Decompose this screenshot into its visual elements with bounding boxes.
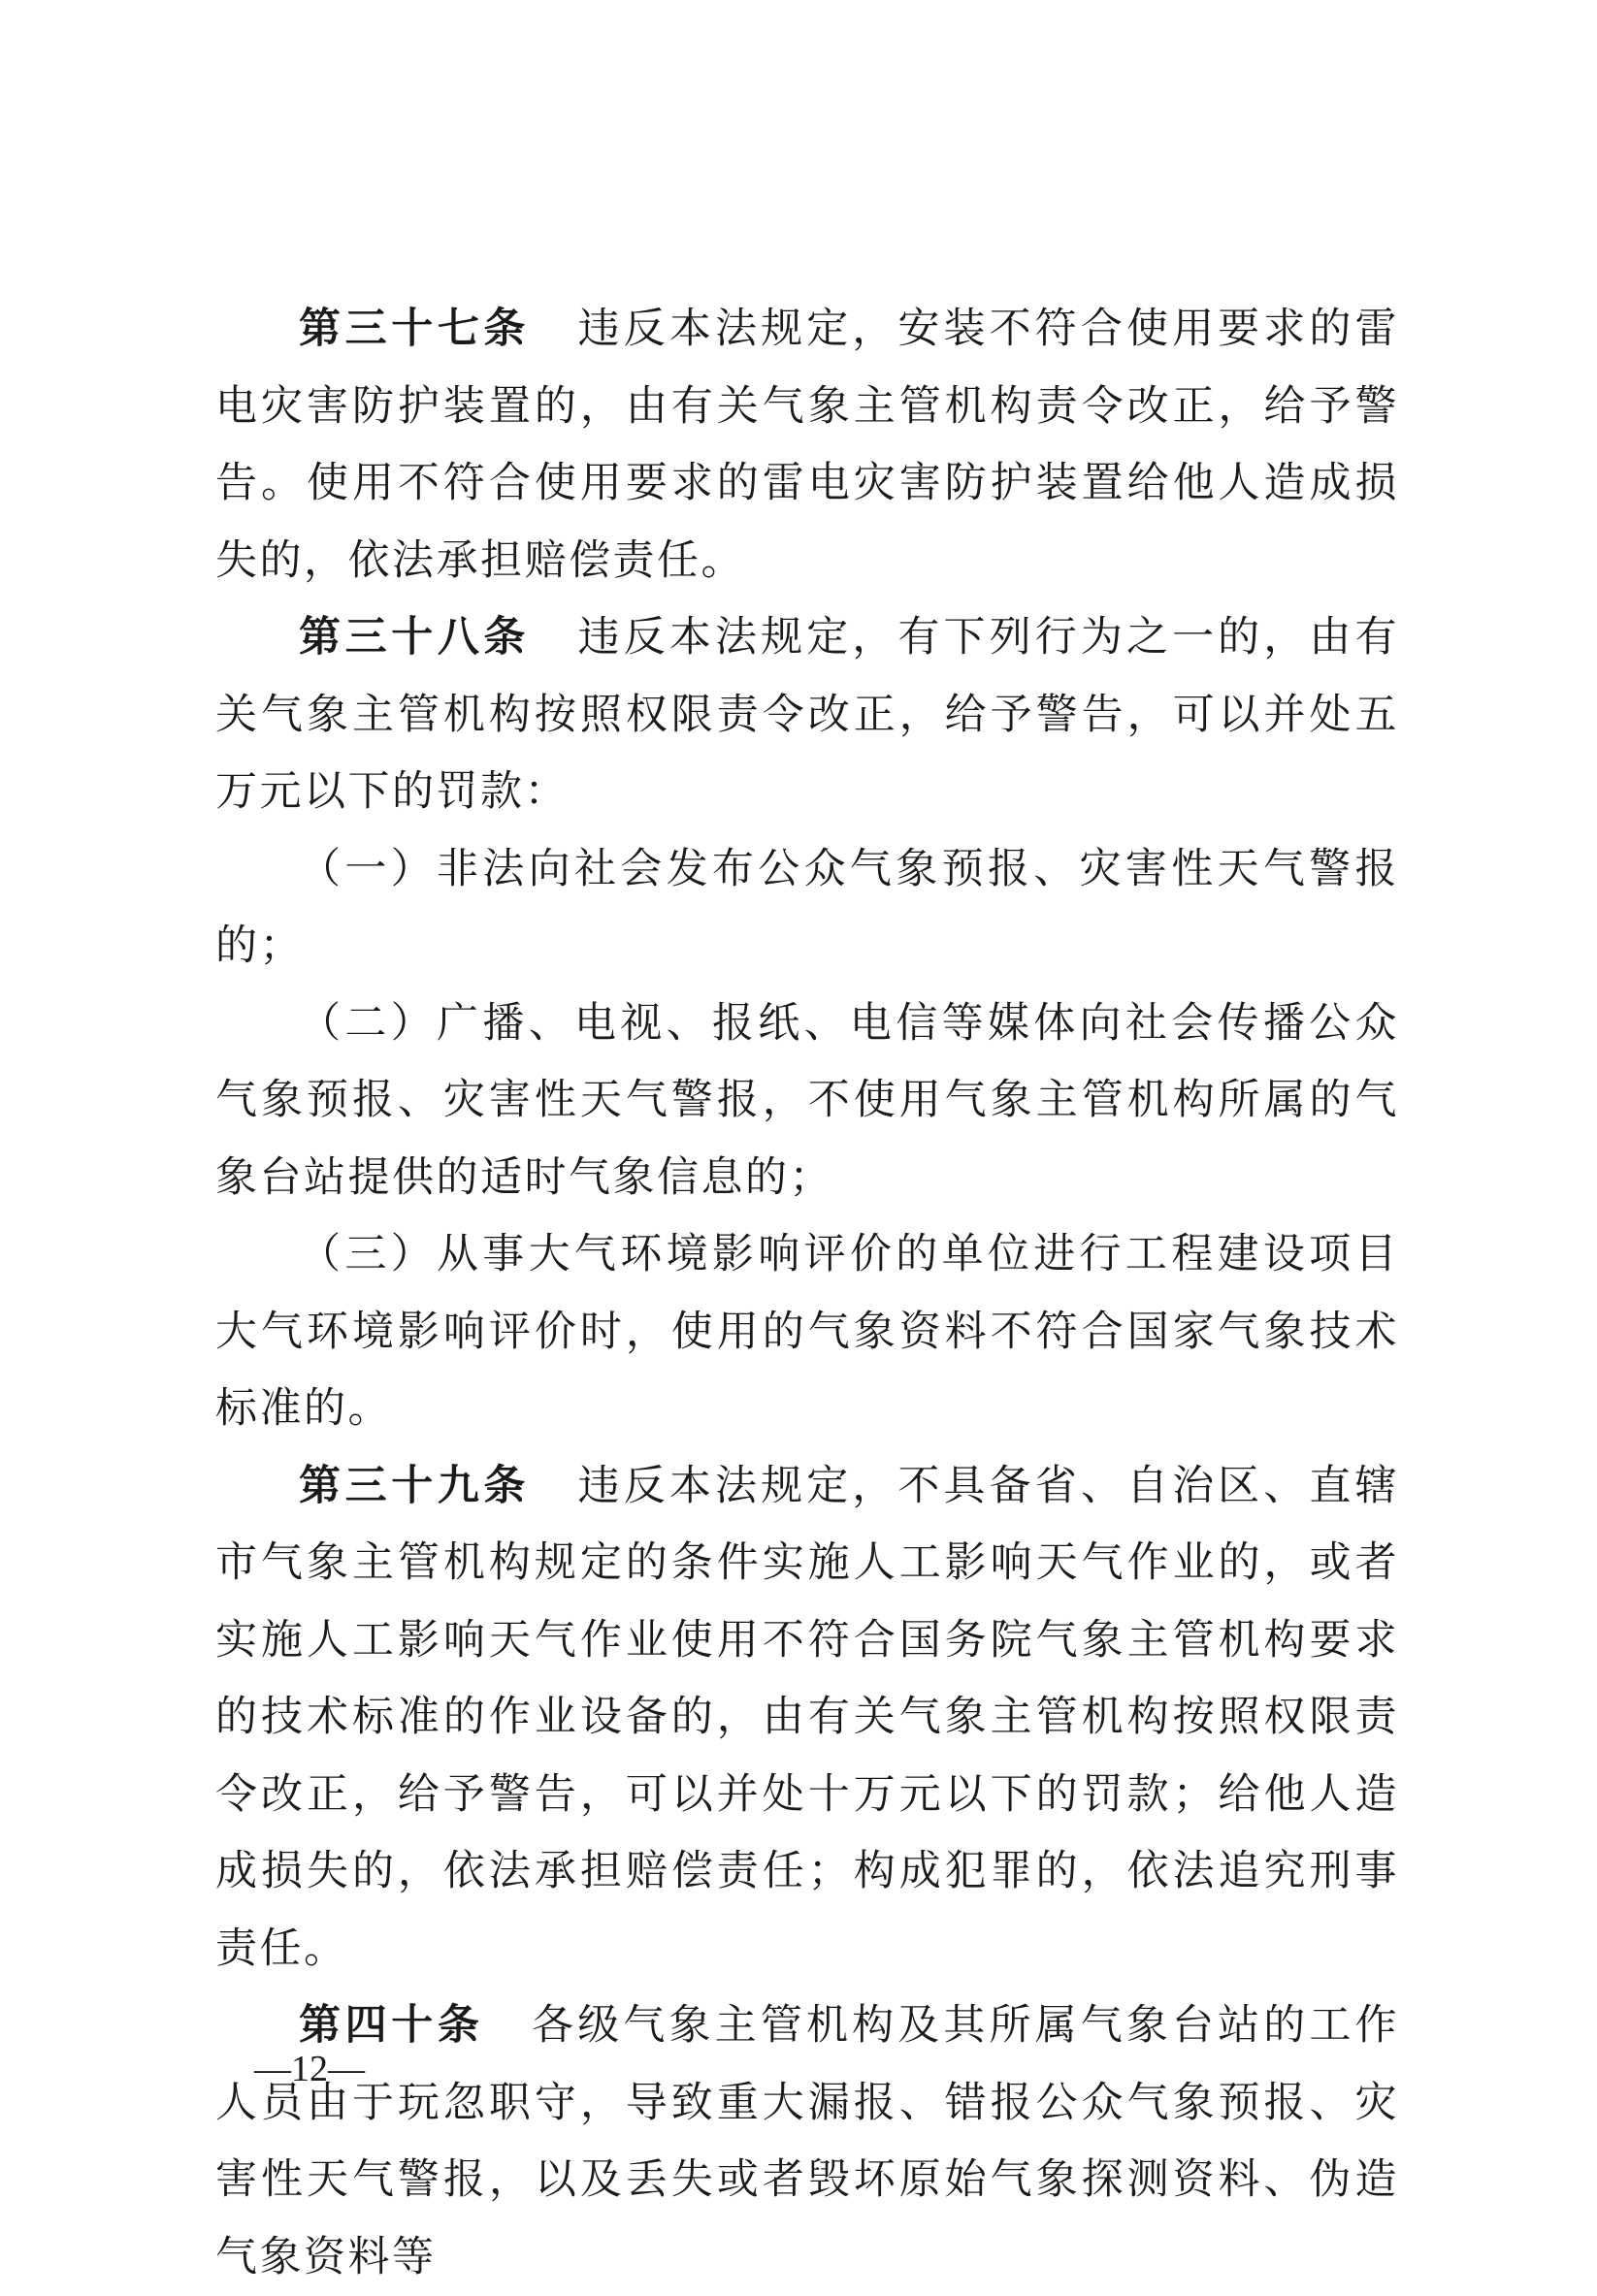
article-number: 第四十条	[299, 2001, 484, 2050]
article-text: 各级气象主管机构及其所属气象台站的工作人员由于玩忽职守，导致重大漏报、错报公众气象预报、灾害性天气警报，以及丢失或者毁坏原始气象探测资料、伪造气象资料等	[215, 2001, 1400, 2281]
article-38-item-3: （三）从事大气环境影响评价的单位进行工程建设项目大气环境影响评价时，使用的气象资料不符合国家气象技术标准的。	[215, 1230, 1399, 1433]
article-37	[215, 291, 1399, 599]
article-39	[215, 1448, 1399, 1989]
article-text: 违反本法规定，有下列行为之一的，由有关气象主管机构按照权限责令改正，给予警告，可以并处五万元以下的罚款：	[215, 613, 1400, 816]
article-38-item-1: （一）非法向社会发布公众气象预报、灾害性天气警报的；	[215, 844, 1399, 970]
page-number: —12—	[254, 2049, 365, 2089]
article-38	[215, 599, 1399, 831]
article-38-item-2: （二）广播、电视、报纸、电信等媒体向社会传播公众气象预报、灾害性天气警报，不使用气象主管机构所属的气象台站提供的适时气象信息的；	[215, 998, 1399, 1202]
article-text: 违反本法规定，安装不符合使用要求的雷电灾害防护装置的，由有关气象主管机构责令改正，给予警告。使用不符合使用要求的雷电灾害防护装置给他人造成损失的，依法承担赔偿责任。	[215, 305, 1400, 585]
article-40	[215, 1988, 1399, 2296]
article-text: 违反本法规定，不具备省、自治区、直辖市气象主管机构规定的条件实施人工影响天气作业的，或者实施人工影响天气作业使用不符合国务院气象主管机构要求的技术标准的作业设备的，由有关气象主管机构按照权限责令改正，给予警告，可以并处十万元以下的罚款；给他人造成损失的，依法承担赔偿责任；构成犯罪的，依法追究刑事责任。	[215, 1461, 1400, 1973]
article-number: 第三十九条	[299, 1461, 531, 1510]
document-body	[215, 291, 1399, 2296]
article-number: 第三十八条	[299, 613, 531, 662]
article-number: 第三十七条	[299, 305, 531, 353]
